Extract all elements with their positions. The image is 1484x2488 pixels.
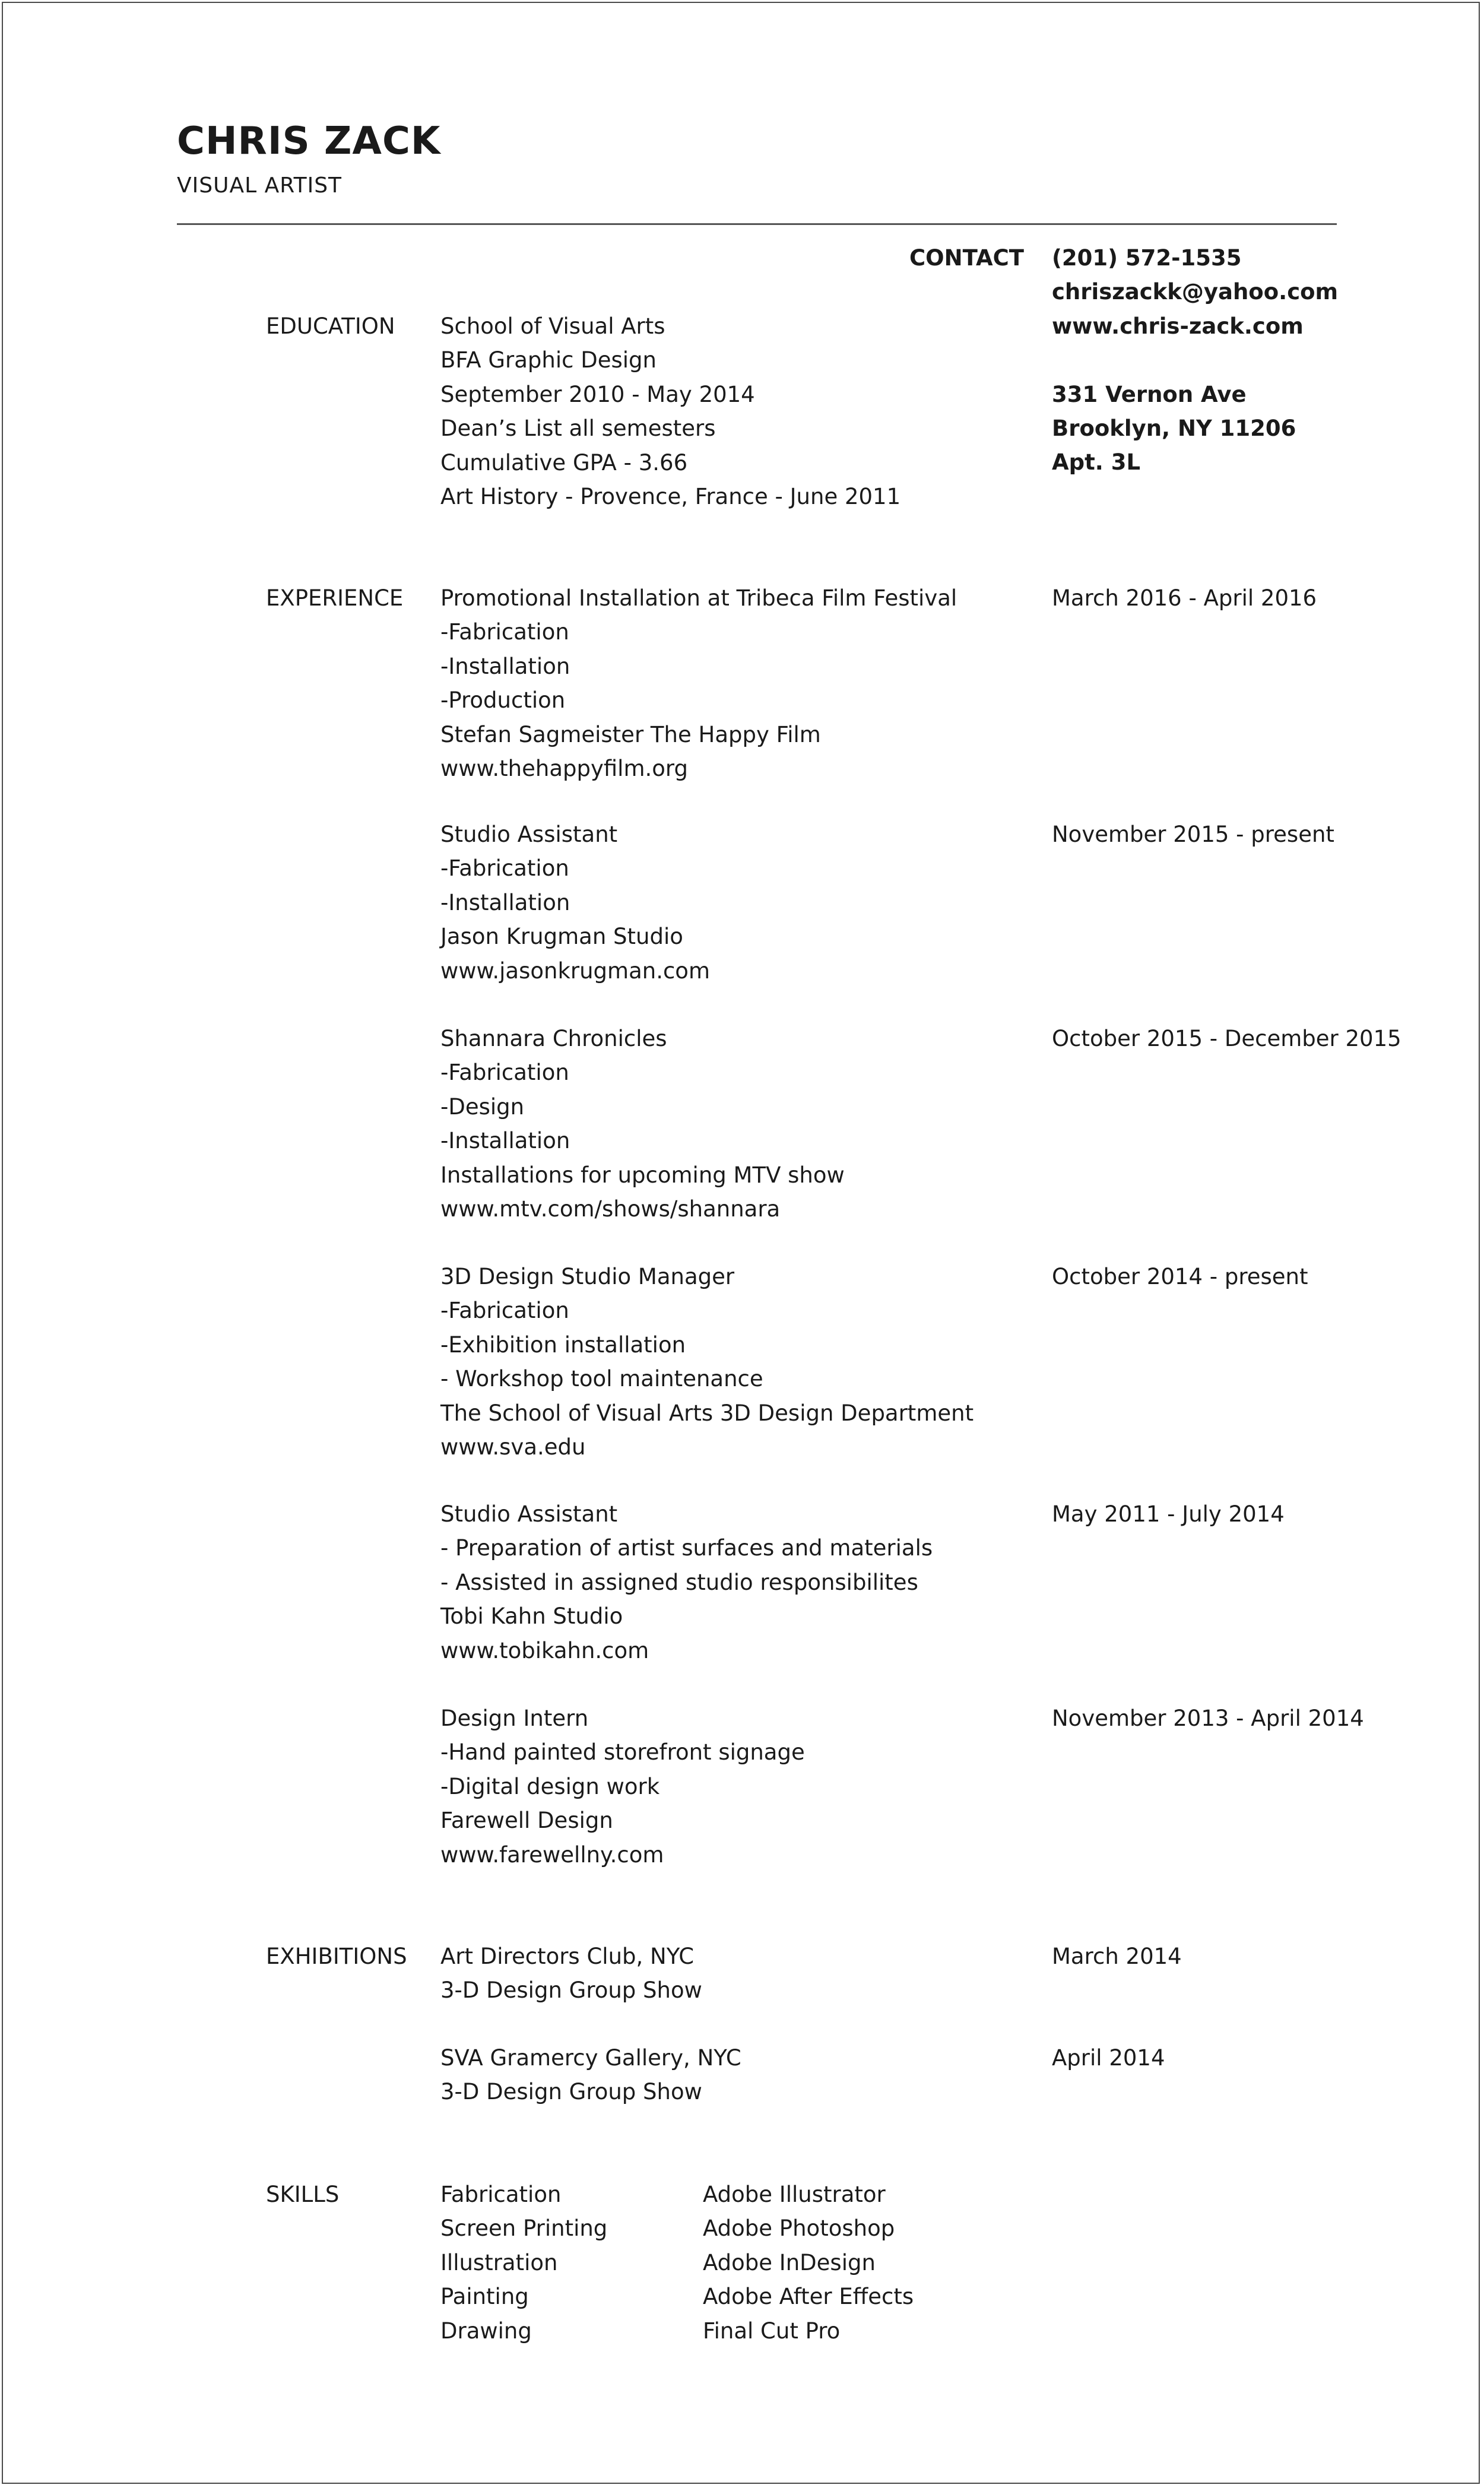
experience-entry xyxy=(440,1497,933,1668)
skill-item: Painting xyxy=(440,2284,529,2310)
skill-item: Illustration xyxy=(440,2249,558,2275)
exhibition-line: Art Directors Club, NYC xyxy=(440,1944,695,1969)
contact-website: www.chris-zack.com xyxy=(1052,313,1304,339)
skill-item: Fabrication xyxy=(440,2182,562,2207)
education-line: September 2010 - May 2014 xyxy=(440,381,755,407)
experience-line: -Production xyxy=(440,687,566,714)
experience-line: Farewell Design xyxy=(440,1808,613,1834)
experience-entry xyxy=(440,1022,845,1226)
experience-line: -Fabrication xyxy=(440,1060,569,1086)
experience-line: www.tobikahn.com xyxy=(440,1637,649,1663)
experience-line: -Design xyxy=(440,1094,525,1120)
experience-date: November 2015 - present xyxy=(1052,822,1334,847)
experience-line: Studio Assistant xyxy=(440,822,618,847)
experience-date: October 2014 - present xyxy=(1052,1264,1308,1289)
contact-email: chriszackk@yahoo.com xyxy=(1052,279,1339,305)
experience-line: -Fabrication xyxy=(440,855,569,882)
experience-line: 3D Design Studio Manager xyxy=(440,1264,735,1289)
experience-line: -Fabrication xyxy=(440,1298,569,1324)
skill-item: Adobe Illustrator xyxy=(703,2182,886,2207)
experience-line: www.mtv.com/shows/shannara xyxy=(440,1196,781,1222)
experience-label: EXPERIENCE xyxy=(266,585,404,611)
experience-line: - Assisted in assigned studio responsibilites xyxy=(440,1569,918,1595)
experience-line: -Installation xyxy=(440,653,570,679)
experience-line: Shannara Chronicles xyxy=(440,1026,667,1051)
exhibition-date: March 2014 xyxy=(1052,1944,1182,1969)
contact-apt: Apt. 3L xyxy=(1052,449,1141,476)
experience-date: March 2016 - April 2016 xyxy=(1052,585,1317,611)
exhibitions-label: EXHIBITIONS xyxy=(266,1944,407,1969)
skill-item: Drawing xyxy=(440,2318,532,2344)
experience-line: -Installation xyxy=(440,1128,570,1154)
education-label: EDUCATION xyxy=(266,313,395,339)
skill-item: Adobe InDesign xyxy=(703,2249,876,2275)
exhibition-entry xyxy=(440,1939,702,2008)
skill-item: Final Cut Pro xyxy=(703,2318,841,2344)
exhibition-entry xyxy=(440,2041,741,2109)
experience-line: www.thehappyfilm.org xyxy=(440,755,688,781)
experience-entry xyxy=(440,581,957,785)
experience-date: May 2011 - July 2014 xyxy=(1052,1501,1285,1527)
experience-line: - Workshop tool maintenance xyxy=(440,1366,763,1392)
contact-block xyxy=(1052,241,1338,480)
skill-item: Screen Printing xyxy=(440,2216,608,2242)
experience-line: Installations for upcoming MTV show xyxy=(440,1162,845,1188)
person-name: CHRIS ZACK xyxy=(177,119,441,163)
experience-line: -Digital design work xyxy=(440,1773,660,1799)
experience-entry xyxy=(440,817,710,988)
experience-line: www.sva.edu xyxy=(440,1434,586,1460)
resume-page xyxy=(2,2,1480,2484)
education-line: Cumulative GPA - 3.66 xyxy=(440,449,688,476)
skill-item: Adobe After Effects xyxy=(703,2284,914,2310)
exhibition-line: 3-D Design Group Show xyxy=(440,2079,702,2105)
experience-line: Tobi Kahn Studio xyxy=(440,1603,623,1630)
contact-label: CONTACT xyxy=(909,245,1024,271)
experience-line: www.farewellny.com xyxy=(440,1842,664,1868)
experience-line: Stefan Sagmeister The Happy Film xyxy=(440,721,821,747)
experience-entry xyxy=(440,1701,805,1872)
exhibition-line: SVA Gramercy Gallery, NYC xyxy=(440,2045,741,2071)
experience-line: Studio Assistant xyxy=(440,1501,618,1527)
experience-line: -Fabrication xyxy=(440,619,569,645)
person-title: VISUAL ARTIST xyxy=(177,173,343,198)
contact-street: 331 Vernon Ave xyxy=(1052,381,1247,407)
experience-line: -Exhibition installation xyxy=(440,1332,686,1358)
experience-line: Design Intern xyxy=(440,1706,589,1731)
experience-date: October 2015 - December 2015 xyxy=(1052,1026,1401,1051)
skills-column-1 xyxy=(440,2178,607,2348)
education-line: BFA Graphic Design xyxy=(440,347,657,373)
experience-entry xyxy=(440,1260,974,1464)
experience-line: Promotional Installation at Tribeca Film Festival xyxy=(440,585,957,611)
experience-line: -Hand painted storefront signage xyxy=(440,1739,805,1766)
experience-date: November 2013 - April 2014 xyxy=(1052,1706,1364,1731)
exhibition-date: April 2014 xyxy=(1052,2045,1165,2071)
experience-line: - Preparation of artist surfaces and materials xyxy=(440,1535,933,1561)
contact-spacer xyxy=(1052,343,1338,377)
education-line: Art History - Provence, France - June 2011 xyxy=(440,483,901,509)
header-divider xyxy=(177,223,1337,225)
contact-city: Brooklyn, NY 11206 xyxy=(1052,415,1296,441)
skills-column-2 xyxy=(703,2178,914,2348)
experience-line: -Installation xyxy=(440,889,570,915)
experience-line: Jason Krugman Studio xyxy=(440,924,683,950)
education-block xyxy=(440,309,900,514)
education-line: Dean’s List all semesters xyxy=(440,416,716,442)
skills-label: SKILLS xyxy=(266,2182,340,2207)
experience-line: www.jasonkrugman.com xyxy=(440,958,710,984)
skill-item: Adobe Photoshop xyxy=(703,2216,895,2242)
contact-phone: (201) 572-1535 xyxy=(1052,245,1242,271)
education-line: School of Visual Arts xyxy=(440,313,665,339)
exhibition-line: 3-D Design Group Show xyxy=(440,1977,702,2004)
experience-line: The School of Visual Arts 3D Design Department xyxy=(440,1400,974,1426)
